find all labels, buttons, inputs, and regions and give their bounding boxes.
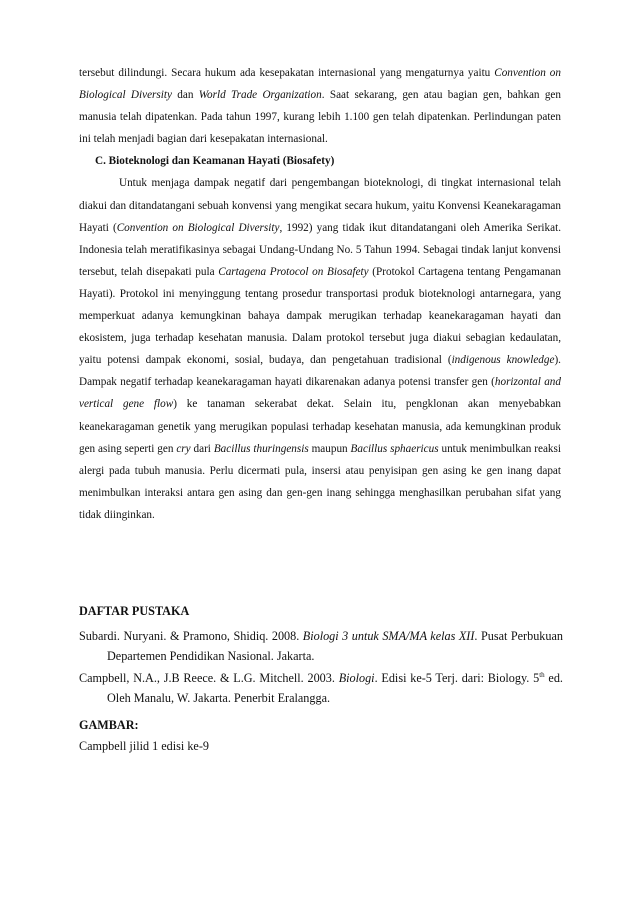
reference-campbell: Campbell, N.A., J.B Reece. & L.G. Mitchell. 2003. Biologi. Edisi ke-5 Terj. dari: Biology. 5th ed. Oleh Manalu, W. Jakarta. Penerbit Eralangga. — [79, 671, 563, 705]
paragraph-biosafety: Untuk menjaga dampak negatif dari pengembangan bioteknologi, di tingkat internasional telah diakui dan ditandatangani sebuah konvensi yang mengikat secara hukum, yaitu Konvensi Keanekaragaman Hayati (Convention on Biological Diversity, 1992) yang tidak ikut ditandatangani oleh Amerika Serikat. Indonesia telah meratifikasinya sebagai Undang-Undang No. 5 Tahun 1994. Sebagai tindak lanjut konvensi tersebut, telah disepakati pula Cartagena Protocol on Biosafety (Protokol Cartagena tentang Pengamanan Hayati). Protokol ini menyinggung tentang prosedur transportasi produk bioteknologi antarnegara, yang memperkuat adanya kemungkinan bahaya dampak merugikan terhadap keanekaragaman hayati dan ekosistem, juga terhadap kesehatan manusia. Dalam protokol tersebut juga diakui sebagian kedaulatan, yaitu potensi dampak ekonomi, sosial, budaya, dan pengetahuan tradisional (indigenous knowledge). Dampak negatif terhadap keanekaragaman hayati dikarenakan adanya potensi transfer gen (horizontal and vertical gene flow) ke tanaman sekerabat dekat. Selain itu, pengklonan akan menyebabkan keanekaragaman genetik yang merugikan populasi terhadap kesehatan manusia, ada kemungkinan produk gen asing seperti gen cry dari Bacillus thuringensis maupun Bacillus sphaericus untuk menimbulkan reaksi alergi pada tubuh manusia. Perlu dicermati pula, insersi atau penyisipan gen asing ke gen inang dapat menimbulkan interaksi antara gen asing dan gen-gen inang sehingga menghasilkan perubahan sifat yang tidak diinginkan. — [79, 177, 562, 521]
figure-source-section — [79, 718, 563, 756]
body-text — [79, 62, 561, 526]
references-heading: DAFTAR PUSTAKA — [79, 604, 190, 618]
section-c-heading: C. Bioteknologi dan Keamanan Hayati (Biosafety) — [95, 155, 335, 168]
figure-source-text: Campbell jilid 1 edisi ke-9 — [79, 739, 209, 754]
references-section — [79, 604, 563, 756]
paragraph-patent: tersebut dilindungi. Secara hukum ada kesepakatan internasional yang mengaturnya yaitu Convention on Biological Diversity dan World Trade Organization. Saat sekarang, gen atau bagian gen, bahkan gen manusia telah dipatenkan. Pada tahun 1997, kurang lebih 1.100 gen telah dipatenkan. Perlindungan paten ini telah menjadi bagian dari kesepakatan internasional. — [79, 67, 561, 146]
figure-source-heading: GAMBAR: — [79, 718, 139, 733]
reference-subardi: Subardi. Nuryani. & Pramono, Shidiq. 2008. Biologi 3 untuk SMA/MA kelas XII. Pusat Perbukuan Departemen Pendidikan Nasional. Jakarta. — [79, 629, 563, 663]
